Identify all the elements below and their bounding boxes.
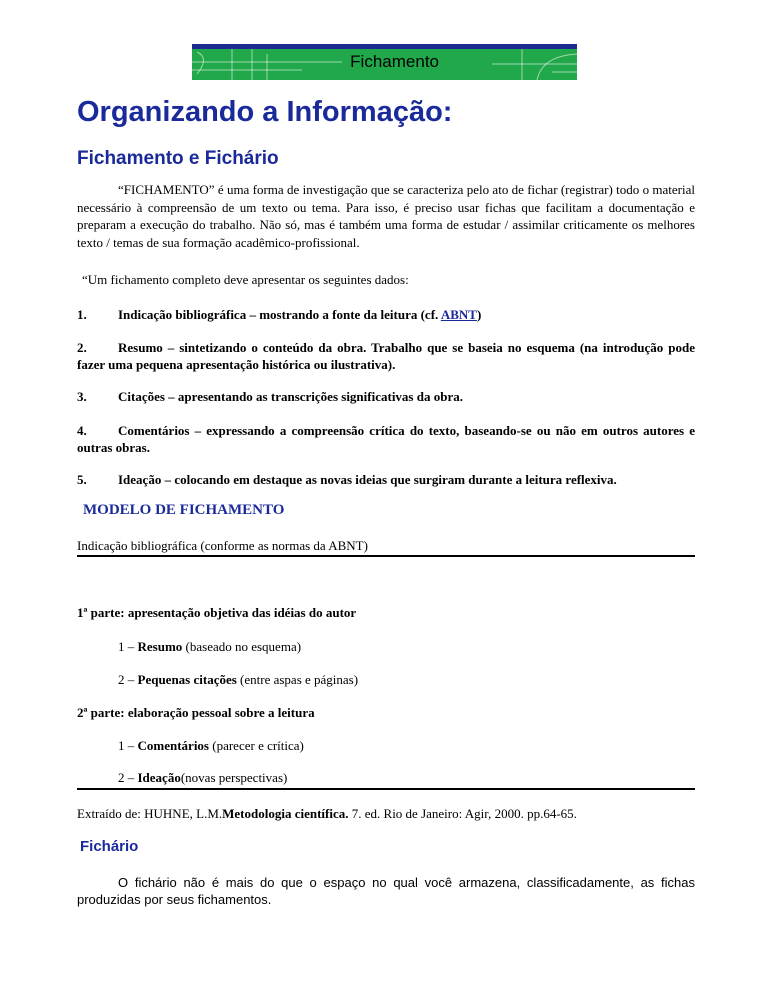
divider-top xyxy=(77,555,695,557)
indicacao-line: Indicação bibliográfica (conforme as normas da ABNT) xyxy=(77,538,368,553)
list-item xyxy=(77,471,695,488)
part2-item-ideacao xyxy=(118,770,287,786)
part1-heading xyxy=(77,605,356,621)
item-text: Comentários – expressando a compreensão crítica do texto, baseando-se ou não em outros autores e outras obras. xyxy=(77,423,695,455)
item-suffix: (novas perspectivas) xyxy=(180,770,288,785)
item-bold: Ideação xyxy=(137,770,181,785)
modelo-title: MODELO DE FICHAMENTO xyxy=(83,502,285,518)
item-bold: Pequenas citações xyxy=(137,672,237,687)
part2-text: 2ª parte: elaboração pessoal sobre a leitura xyxy=(77,705,315,720)
item-text: Resumo – sintetizando o conteúdo da obra. Trabalho que se baseia no esquema (na introdução pode fazer uma pequena apresentação histórica ou ilustrativa). xyxy=(77,340,695,372)
item-number: 1. xyxy=(77,307,87,322)
item-text: Indicação bibliográfica – mostrando a fonte da leitura (cf. xyxy=(118,307,441,322)
item-suffix: (baseado no esquema) xyxy=(182,639,302,654)
quote-line: “Um fichamento completo deve apresentar os seguintes dados: xyxy=(82,272,409,287)
item-number: 2. xyxy=(77,340,87,355)
item-prefix: 2 – xyxy=(118,672,138,687)
divider-bottom xyxy=(77,788,695,790)
item-number: 4. xyxy=(77,423,87,438)
item-bold: Comentários xyxy=(137,738,209,753)
part1-item-citacoes xyxy=(118,672,358,688)
item-prefix: 2 – xyxy=(118,770,138,785)
abnt-link[interactable]: ABNT xyxy=(440,307,477,322)
list-item xyxy=(77,388,695,405)
list-item xyxy=(77,422,695,456)
page-title: Organizando a Informação: xyxy=(77,96,453,128)
item-number: 5. xyxy=(77,472,87,487)
part1-item-resumo xyxy=(118,639,301,655)
section-title: Fichamento e Fichário xyxy=(77,148,279,169)
list-item xyxy=(77,306,695,323)
banner-title: Fichamento xyxy=(350,52,439,71)
fichario-title: Fichário xyxy=(80,838,139,855)
item-text: Ideação – colocando em destaque as novas ideias que surgiram durante a leitura reflexiva. xyxy=(118,472,617,487)
item-prefix: 1 – xyxy=(118,639,138,654)
part1-text: 1ª parte: apresentação objetiva das idéias do autor xyxy=(77,605,357,620)
item-prefix: 1 – xyxy=(118,738,138,753)
item-text: Citações – apresentando as transcrições significativas da obra. xyxy=(118,389,463,404)
part2-item-comentarios xyxy=(118,738,304,754)
intro-text: “FICHAMENTO” é uma forma de investigação que se caracteriza pelo ato de fichar (registrar) todo o material necessário à compreensão de um texto ou tema. Para isso, é preciso usar fichas que facilitam a documentação e preparam a execução do trabalho. Não só, mas é também uma forma de estudar / assimilar criticamente os melhores texto / temas de sua formação acadêmico-profissional. xyxy=(77,182,695,250)
source-prefix: Extraído de: HUHNE, L.M. xyxy=(77,806,223,821)
header-banner xyxy=(192,44,577,80)
intro-paragraph xyxy=(77,181,695,251)
list-item xyxy=(77,339,695,373)
item-bold: Resumo xyxy=(137,639,183,654)
fichario-paragraph xyxy=(77,874,695,908)
fichario-text: O fichário não é mais do que o espaço no qual você armazena, classificadamente, as fichas produzidas por seus fichamentos. xyxy=(77,875,695,907)
item-suffix: (parecer e crítica) xyxy=(209,738,304,753)
item-suffix: (entre aspas e páginas) xyxy=(236,672,359,687)
item-text-after: ) xyxy=(476,307,482,322)
source-title: Metodologia científica. xyxy=(222,806,349,821)
part2-heading xyxy=(77,705,315,721)
item-number: 3. xyxy=(77,389,87,404)
source-suffix: 7. ed. Rio de Janeiro: Agir, 2000. pp.64-65. xyxy=(348,806,577,821)
source-citation xyxy=(77,806,577,822)
